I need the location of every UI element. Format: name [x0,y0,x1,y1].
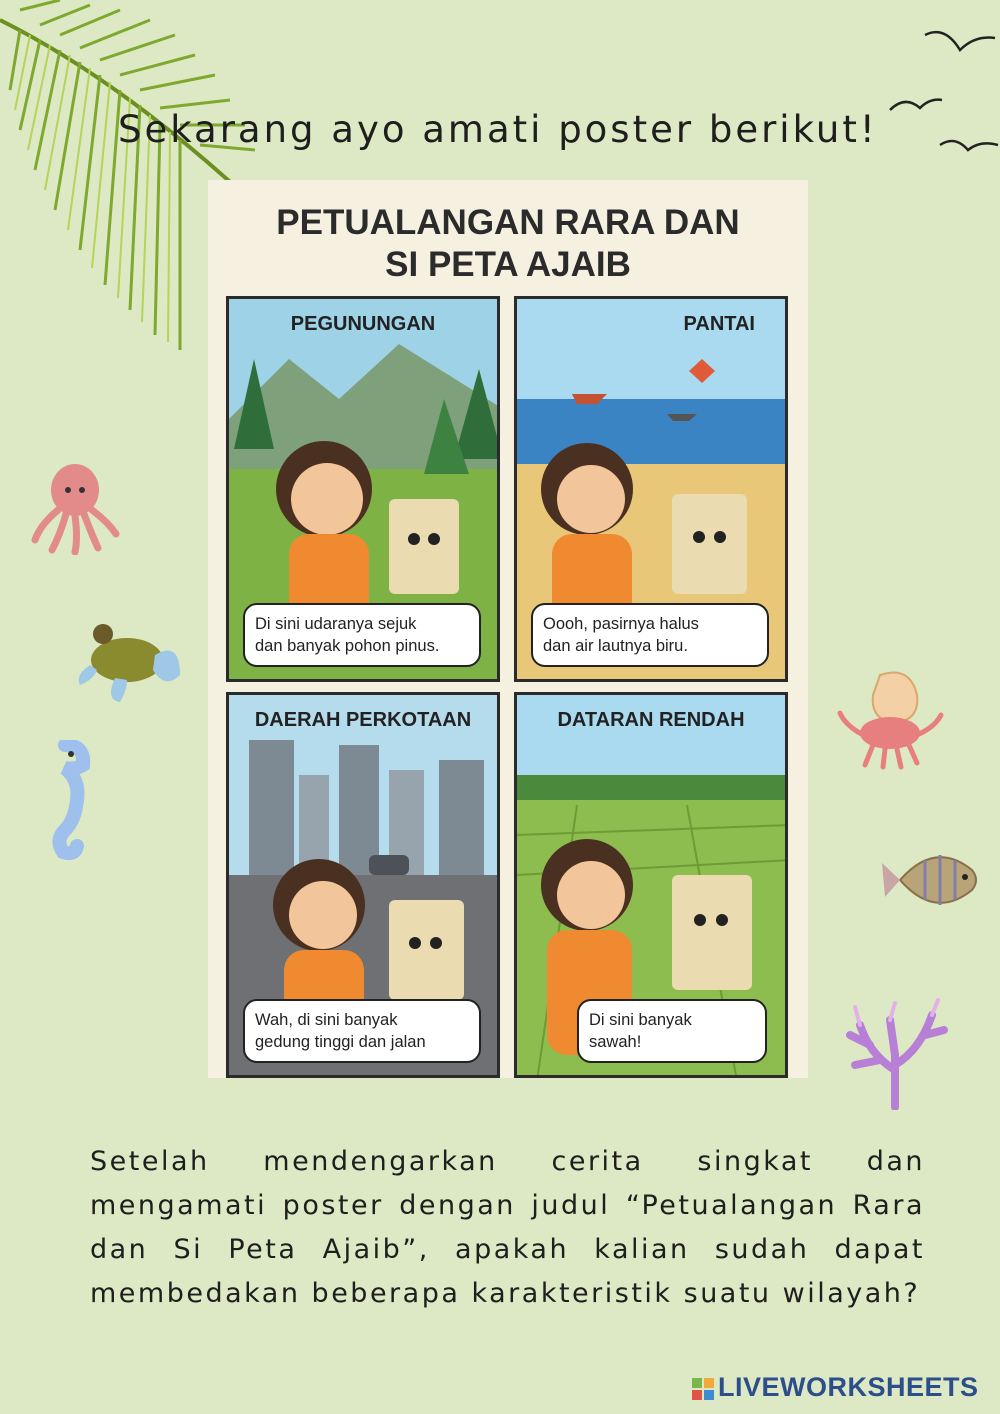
panel-label: DAERAH PERKOTAAN [254,709,472,731]
liveworksheets-logo-icon [692,1378,714,1400]
bubble-line: gedung tinggi dan jalan [255,1033,426,1051]
panel-perkotaan [226,692,500,1078]
bubble-line: Wah, di sini banyak [255,1011,398,1029]
bubble-line: sawah! [589,1033,642,1051]
panel-dataran-rendah [514,692,788,1078]
bird-icon [880,20,1000,170]
panel-pantai [514,296,788,682]
coral-icon [840,995,950,1110]
fish-icon [880,835,990,925]
speech-bubble [531,603,769,667]
octopus-icon [30,460,120,555]
panel-label: PANTAI [683,313,755,335]
seahorse-icon [35,740,95,860]
turtle-icon [75,620,185,705]
instruction-paragraph: Setelah mendengarkan cerita singkat dan mengamati poster dengan judul “Petualangan Rara dan Si Peta Ajaib”, apakah kalian sudah dapat membedakan beberapa karakteristik suatu wilayah? [90,1146,925,1309]
bubble-line: dan air lautnya biru. [543,637,688,655]
panel-pegunungan [226,296,500,682]
speech-bubble [577,999,767,1063]
speech-bubble [243,603,481,667]
page-heading: Sekarang ayo amati poster berikut! [118,108,878,151]
speech-bubble [243,999,481,1063]
liveworksheets-logo[interactable] [692,1372,979,1403]
poster-title [208,202,808,286]
poster-title-line1: PETUALANGAN RARA DAN [276,203,740,242]
hermit-crab-icon [835,665,945,770]
bubble-line: dan banyak pohon pinus. [255,637,440,655]
bubble-line: Di sini udaranya sejuk [255,615,417,633]
panel-label: DATARAN RENDAH [557,709,745,731]
brand-text: LIVEWORKSHEETS [718,1372,979,1402]
bubble-line: Di sini banyak [589,1011,692,1029]
comic-poster [208,180,808,1078]
panel-label: PEGUNUNGAN [290,313,436,335]
bubble-line: Oooh, pasirnya halus [543,615,699,633]
poster-title-line2: SI PETA AJAIB [385,245,631,284]
